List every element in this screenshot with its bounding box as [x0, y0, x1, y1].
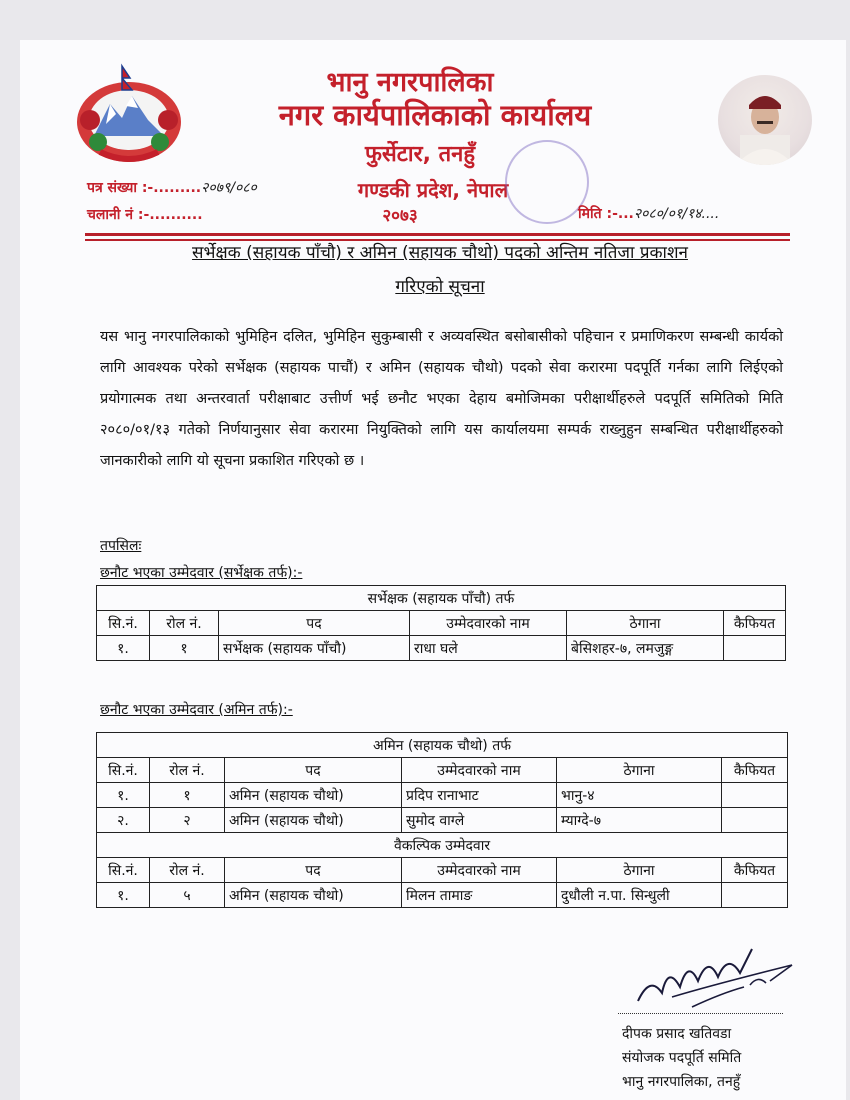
date-value: २०८०/०१/१४.... [633, 206, 720, 222]
signatory-office: भानु नगरपालिका, तनहुँ [622, 1074, 741, 1090]
notice-title [100, 236, 780, 304]
notice-title-line2: गरिएको सूचना [395, 277, 485, 297]
table-row [97, 808, 788, 833]
cell-remarks [724, 636, 786, 661]
table-row [97, 636, 786, 661]
cell-address: बेसिशहर-७, लमजुङ्ग [567, 636, 724, 661]
col-address: ठेगाना [557, 758, 722, 783]
amin-results-table [96, 732, 788, 908]
survey-table-caption: सर्भेक्षक (सहायक पाँचौ) तर्फ [97, 586, 786, 611]
cell-address: दुधौली न.पा. सिन्धुली [557, 883, 722, 908]
cell-address: म्याग्दे-७ [557, 808, 722, 833]
cell-remarks [722, 783, 788, 808]
col-remarks: कैफियत [722, 758, 788, 783]
cell-roll: २ [150, 808, 225, 833]
signatory-designation: संयोजक पदपूर्ति समिति [622, 1050, 742, 1066]
letter-number-label: पत्र संख्या :-......... [87, 180, 202, 196]
cell-roll: १ [150, 783, 225, 808]
table-row [97, 783, 788, 808]
col-sn: सि.नं. [97, 858, 150, 883]
cell-post: सर्भेक्षक (सहायक पाँचौ) [219, 636, 410, 661]
cell-address: भानु-४ [557, 783, 722, 808]
date-row [578, 204, 719, 223]
cell-name: सुमोद वाग्ले [402, 808, 557, 833]
col-post: पद [225, 758, 402, 783]
col-name: उम्मेदवारको नाम [410, 611, 567, 636]
amin-table-header [97, 758, 788, 783]
col-roll: रोल नं. [150, 611, 219, 636]
col-address: ठेगाना [567, 611, 724, 636]
col-remarks: कैफियत [724, 611, 786, 636]
header-province: गण्डकी प्रदेश, नेपाल [357, 178, 509, 202]
survey-results-table [96, 585, 786, 661]
cell-post: अमिन (सहायक चौथो) [225, 808, 402, 833]
table-row [97, 883, 788, 908]
letter-number-value: २०७९/०८० [201, 180, 257, 196]
portrait-photo [718, 75, 812, 165]
cell-roll: १ [150, 636, 219, 661]
header-office-name: नगर कार्यपालिकाको कार्यालय [278, 98, 592, 132]
cell-name: प्रदिप रानाभाट [402, 783, 557, 808]
alternate-candidates-caption: वैकल्पिक उम्मेदवार [97, 833, 788, 858]
signature-line [618, 1013, 783, 1014]
letter-number-row [87, 178, 257, 197]
cell-sn: १. [97, 636, 150, 661]
notice-body: यस भानु नगरपालिकाको भुमिहिन दलित, भुमिहिन सुकुम्बासी र अव्यवस्थित बसोबासीको पहिचान र प्रमाणिकरण सम्बन्धी कार्यको लागि आवश्यक परेको सर्भेक्षक (सहायक पाचौं) र अमिन (सहायक चौथो) पदको सेवा करारमा पदपूर्ति गर्नका लागि लिईएको प्रयोगात्मक तथा अन्तरवार्ता परीक्षाबाट उत्तीर्ण भई छनौट भएका देहाय बमोजिमका परीक्षार्थीहरुले पदपूर्ति समितिको मिति २०८०/०१/१३ गतेको निर्णयानुसार सेवा करारमा नियुक्तिको लागि यस कार्यालयमा सम्पर्क राख्नुहुन सम्बन्धित परीक्षार्थीहरुको जानकारीको लागि यो सूचना प्रकाशित गरिएको छ । [100, 329, 783, 469]
cell-sn: २. [97, 808, 150, 833]
cell-post: अमिन (सहायक चौथो) [225, 783, 402, 808]
col-name: उम्मेदवारको नाम [402, 758, 557, 783]
amin-section-label: छनौट भएका उम्मेदवार (अमिन तर्फ):- [100, 702, 293, 718]
col-roll: रोल नं. [150, 758, 225, 783]
dispatch-number-label: चलानी नं :-.......... [87, 207, 203, 223]
cell-roll: ५ [150, 883, 225, 908]
date-label: मिति :-... [578, 206, 634, 222]
survey-table-header [97, 611, 786, 636]
alternate-table-header [97, 858, 788, 883]
cell-sn: १. [97, 783, 150, 808]
signatory-name: दीपक प्रसाद खतिवडा [622, 1026, 732, 1042]
notice-title-line1: सर्भेक्षक (सहायक पाँचौ) र अमिन (सहायक चौथो) पदको अन्तिम नतिजा प्रकाशन [192, 243, 688, 263]
office-stamp [505, 140, 589, 224]
amin-table-caption: अमिन (सहायक चौथो) तर्फ [97, 733, 788, 758]
cell-sn: १. [97, 883, 150, 908]
details-label: तपसिलः [100, 538, 142, 554]
col-sn: सि.नं. [97, 611, 150, 636]
header-municipality-name: भानु नगरपालिका [326, 67, 494, 98]
col-post: पद [225, 858, 402, 883]
header-location: फुर्सेटार, तनहुँ [364, 142, 476, 167]
col-sn: सि.नं. [97, 758, 150, 783]
header-year: २०७३ [382, 206, 418, 226]
cell-remarks [722, 883, 788, 908]
survey-section-label: छनौट भएका उम्मेदवार (सर्भेक्षक तर्फ):- [100, 565, 303, 581]
col-roll: रोल नं. [150, 858, 225, 883]
col-address: ठेगाना [557, 858, 722, 883]
col-name: उम्मेदवारको नाम [402, 858, 557, 883]
handwritten-signature [632, 935, 807, 1015]
col-remarks: कैफियत [722, 858, 788, 883]
nepal-emblem-logo [70, 62, 188, 170]
col-post: पद [219, 611, 410, 636]
cell-post: अमिन (सहायक चौथो) [225, 883, 402, 908]
signatory-block [622, 1022, 741, 1094]
cell-name: राधा घले [410, 636, 567, 661]
cell-remarks [722, 808, 788, 833]
cell-name: मिलन तामाङ [402, 883, 557, 908]
